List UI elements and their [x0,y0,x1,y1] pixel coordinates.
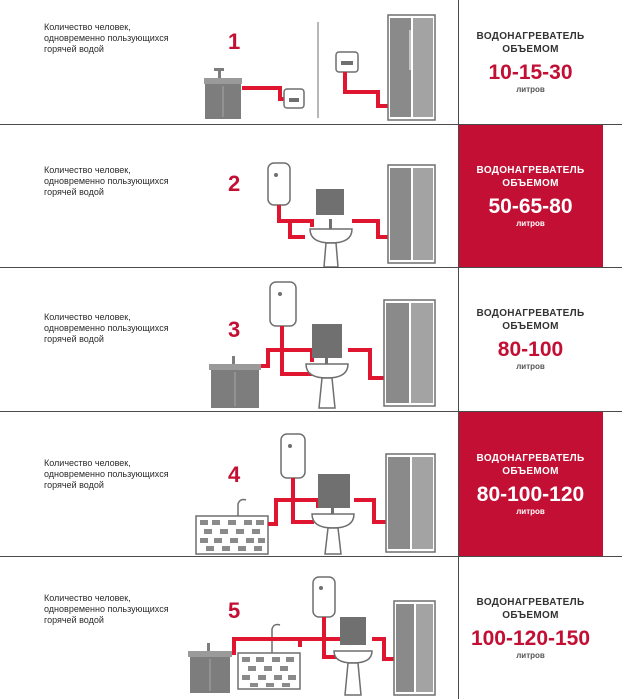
row-4 [0,412,622,556]
row-2 [0,125,622,267]
desc-line: одновременно пользующихся [44,176,169,186]
volume-label: ОБЪЕМОМ [502,465,559,477]
desc-line: одновременно пользующихся [44,604,169,614]
boiler-icon [313,577,335,617]
plumbing-scheme-4 [0,412,458,556]
volume-label: ОБЪЕМОМ [502,609,559,621]
plumbing-scheme-1 [0,0,458,124]
desc-line: одновременно пользующихся [44,469,169,479]
shower-cabin-icon [388,165,435,263]
volume-box-2 [458,125,603,267]
people-count: 4 [228,462,241,487]
vanity-cabinet-icon [204,68,242,119]
hot-water-pipe [348,350,384,378]
desc-line: Количество человек, [44,458,131,468]
boiler-icon [281,434,305,478]
volume-label: ОБЪЕМОМ [502,321,559,332]
instant-heater-icon [336,52,358,72]
volume-box-3 [458,268,603,411]
shower-cabin-icon [394,601,435,695]
people-count: 2 [228,171,241,196]
volume-unit: литров [516,650,545,660]
vanity-cabinet-icon [188,643,232,693]
hot-water-pipe [232,639,300,653]
hot-water-pipe [352,221,388,237]
row-2-illustration-area [0,125,458,267]
desc-line: Количество человек, [44,312,131,322]
washbasin-icon [306,355,348,408]
volume-value: 10-15-30 [488,60,573,84]
bathtub-icon [196,500,268,555]
shower-cabin-icon [388,15,435,120]
shower-cabin-icon [386,454,435,552]
desc-line: Количество человек, [44,593,131,603]
volume-label: ВОДОНАГРЕВАТЕЛЬ [476,164,585,176]
instant-heater-icon [284,89,304,108]
volume-value: 80-100 [497,338,564,361]
vanity-cabinet-icon [209,356,261,408]
volume-value: 100-120-150 [470,626,591,650]
hot-water-pipe [293,500,314,522]
row-5-illustration-area [0,557,458,699]
hot-water-pipe [293,500,318,508]
hot-water-pipe [261,326,282,366]
mirror-icon [318,474,350,508]
volume-label: ОБЪЕМОМ [502,43,559,55]
volume-label: ВОДОНАГРЕВАТЕЛЬ [476,30,585,42]
volume-unit: литров [516,84,545,94]
desc-line: Количество человек, [44,165,131,175]
volume-unit: литров [516,218,545,228]
desc-line: горячей водой [44,480,104,490]
people-count: 3 [228,317,241,342]
plumbing-scheme-5 [0,557,458,699]
washbasin-icon [312,505,354,554]
plumbing-scheme-3 [0,268,458,411]
volume-label: ОБЪЕМОМ [502,177,559,189]
row-1 [0,0,622,124]
mirror-icon [316,189,344,215]
row-3-illustration-area [0,268,458,411]
volume-label: ВОДОНАГРЕВАТЕЛЬ [476,452,585,464]
hot-water-pipe [282,350,312,362]
desc-line: горячей водой [44,44,104,54]
hot-water-pipe [372,639,394,659]
row-4-illustration-area [0,412,458,556]
row-3 [0,268,622,411]
volume-value: 80-100-120 [476,482,585,506]
hot-water-pipe [300,617,324,639]
row-1-illustration-area [0,0,458,124]
volume-box-5 [458,557,603,699]
volume-unit: литров [516,362,545,371]
volume-label: ВОДОНАГРЕВАТЕЛЬ [476,596,585,608]
washbasin-icon [334,651,372,695]
mirror-icon [340,617,366,645]
plumbing-scheme-2 [0,125,458,267]
desc-line: горячей водой [44,187,104,197]
desc-line: Количество человек, [44,22,131,32]
hot-water-pipe [242,88,286,99]
hot-water-pipe [268,478,293,524]
hot-water-pipe [354,500,386,522]
shower-cabin-icon [384,300,435,406]
desc-line: горячей водой [44,615,104,625]
boiler-icon [268,163,290,205]
volume-value: 50-65-80 [488,194,573,218]
volume-box-1 [458,0,603,124]
volume-label: ВОДОНАГРЕВАТЕЛЬ [476,308,585,319]
desc-line: горячей водой [44,334,104,344]
column-divider [458,0,459,699]
boiler-icon [270,282,296,326]
hot-water-pipe [280,221,312,227]
volume-box-4 [458,412,603,556]
mirror-icon [312,324,342,358]
row-5 [0,557,622,699]
desc-line: одновременно пользующихся [44,323,169,333]
bathtub-icon [238,625,300,690]
people-count: 5 [228,598,241,623]
washbasin-icon [310,219,352,267]
desc-line: одновременно пользующихся [44,33,169,43]
volume-unit: литров [516,506,545,516]
people-count: 1 [228,29,241,54]
hot-water-pipe [345,72,388,106]
